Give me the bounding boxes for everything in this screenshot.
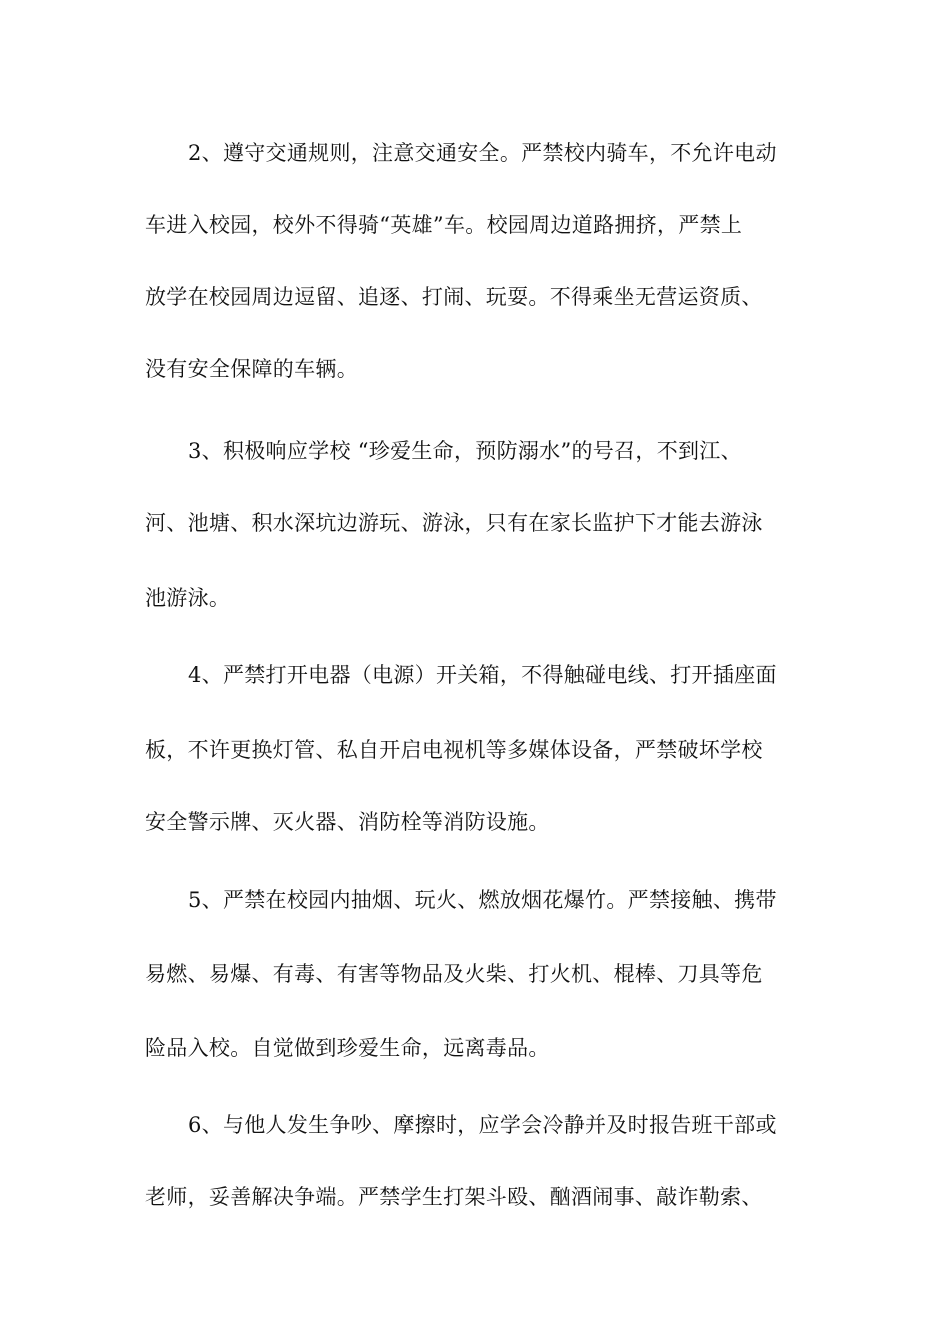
paragraph-4-line-2: 板，不许更换灯管、私自开启电视机等多媒体设备，严禁破坏学校 — [145, 738, 763, 762]
paragraph-4-line-3: 安全警示牌、灭火器、消防栓等消防设施。 — [145, 810, 550, 834]
paragraph-2-line-1: 2、遵守交通规则，注意交通安全。严禁校内骑车，不允许电动 — [188, 141, 777, 165]
paragraph-2-line-2: 车进入校园，校外不得骑“英雄”车。校园周边道路拥挤，严禁上 — [145, 213, 743, 237]
paragraph-3-line-3: 池游泳。 — [145, 586, 231, 610]
paragraph-4-line-1: 4、严禁打开电器（电源）开关箱，不得触碰电线、打开插座面 — [188, 663, 777, 687]
paragraph-3-line-1: 3、积极响应学校 “珍爱生命，预防溺水”的号召，不到江、 — [188, 439, 742, 463]
paragraph-6-line-2: 老师，妥善解决争端。严禁学生打架斗殴、酗酒闹事、敲诈勒索、 — [145, 1185, 763, 1209]
paragraph-2-line-3: 放学在校园周边逗留、追逐、打闹、玩耍。不得乘坐无营运资质、 — [145, 285, 763, 309]
paragraph-5-line-3: 险品入校。自觉做到珍爱生命，远离毒品。 — [145, 1036, 550, 1060]
paragraph-5-line-2: 易燃、易爆、有毒、有害等物品及火柴、打火机、棍棒、刀具等危 — [145, 962, 763, 986]
paragraph-3-line-2: 河、池塘、积水深坑边游玩、游泳，只有在家长监护下才能去游泳 — [145, 511, 763, 535]
paragraph-2-line-4: 没有安全保障的车辆。 — [145, 357, 358, 381]
paragraph-5-line-1: 5、严禁在校园内抽烟、玩火、燃放烟花爆竹。严禁接触、携带 — [188, 888, 777, 912]
paragraph-6-line-1: 6、与他人发生争吵、摩擦时，应学会冷静并及时报告班干部或 — [188, 1113, 777, 1137]
